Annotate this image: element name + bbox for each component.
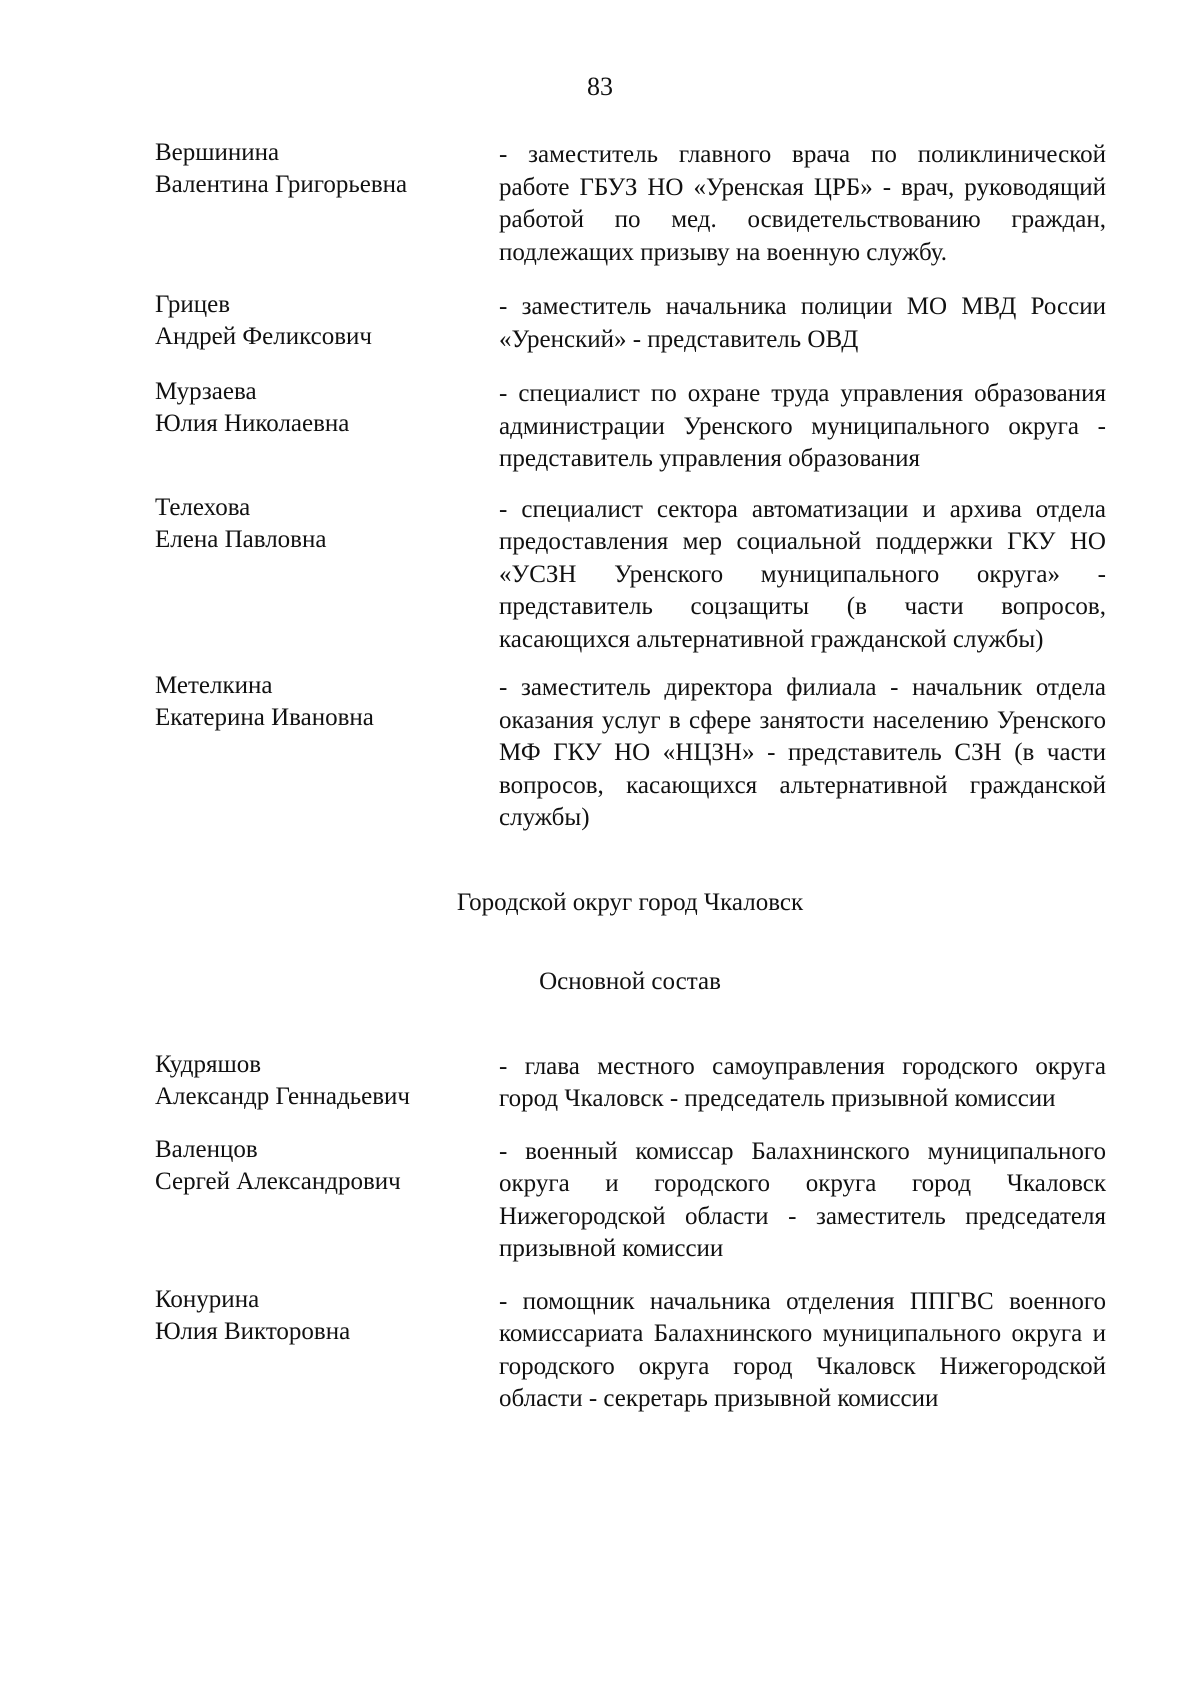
member-name [155,1284,499,1416]
member-given-names: Валентина Григорьевна [155,171,408,198]
member-surname: Конурина [155,1285,260,1313]
member-surname: Вершинина [155,139,280,166]
member-surname: Телехова [155,493,251,521]
member-entry [155,492,1105,657]
member-role: - специалист по охране труда управления образования администрации Уренского муниципального округа - представитель управления образования [499,380,1106,472]
member-name [155,137,499,269]
subsection-heading: Основной состав [539,967,721,995]
member-given-names: Сергей Александрович [155,1167,401,1195]
member-name [155,1134,499,1266]
member-given-names: Елена Павловна [155,525,327,553]
member-role: - заместитель главного врача по поликлинической работе ГБУЗ НО «Уренская ЦРБ» - врач, руководящий работой по мед. освидетельствованию граждан, подлежащих призыву на военную службу. [499,141,1106,266]
member-role: - заместитель директора филиала - начальник отдела оказания услуг в сфере занятости населению Уренского МФ ГКУ НО «НЦЗН» - представитель СЗН (в части вопросов, касающихся альтернативной гражданской службы) [499,674,1106,831]
member-given-names: Юлия Николаевна [155,410,350,437]
member-given-names: Александр Геннадьевич [155,1082,410,1110]
member-name [155,670,499,835]
member-surname: Мурзаева [155,378,257,405]
member-given-names: Юлия Викторовна [155,1317,351,1345]
member-entry [155,1284,1105,1416]
member-given-names: Андрей Феликсович [155,323,372,350]
page-number: 83 [587,72,613,101]
member-role: - специалист сектора автоматизации и архива отдела предоставления мер социальной поддержки ГКУ НО «УСЗН Уренского муниципального округа» - представитель соцзащиты (в части вопросов, касающихся альтернативной гражданской службы) [499,495,1106,653]
member-surname: Валенцов [155,1135,258,1163]
member-role: - глава местного самоуправления городского округа город Чкаловск - председатель призывной комиссии [499,1052,1106,1112]
member-entry [155,376,1105,476]
member-surname: Грицев [155,291,231,318]
member-entry [155,1049,1105,1116]
member-role: - помощник начальника отделения ППГВС военного комиссариата Балахнинского муниципального округа и городского округа город Чкаловск Нижегородской области - секретарь призывной комиссии [499,1287,1106,1412]
member-name [155,376,499,476]
member-surname: Кудряшов [155,1050,261,1078]
member-entry [155,137,1105,269]
document-content [155,137,1105,1416]
member-entry [155,670,1105,835]
member-surname: Метелкина [155,672,273,699]
member-name [155,492,499,657]
member-role: - заместитель начальника полиции МО МВД России «Уренский» - представитель ОВД [499,293,1106,353]
member-role: - военный комиссар Балахнинского муниципального округа и городского округа город Чкаловск Нижегородской области - заместитель председателя призывной комиссии [499,1137,1106,1262]
member-given-names: Екатерина Ивановна [155,704,374,731]
member-name [155,289,499,356]
member-entry [155,289,1105,356]
district-heading: Городской округ город Чкаловск [456,888,804,916]
member-name [155,1049,499,1116]
member-entry [155,1134,1105,1266]
